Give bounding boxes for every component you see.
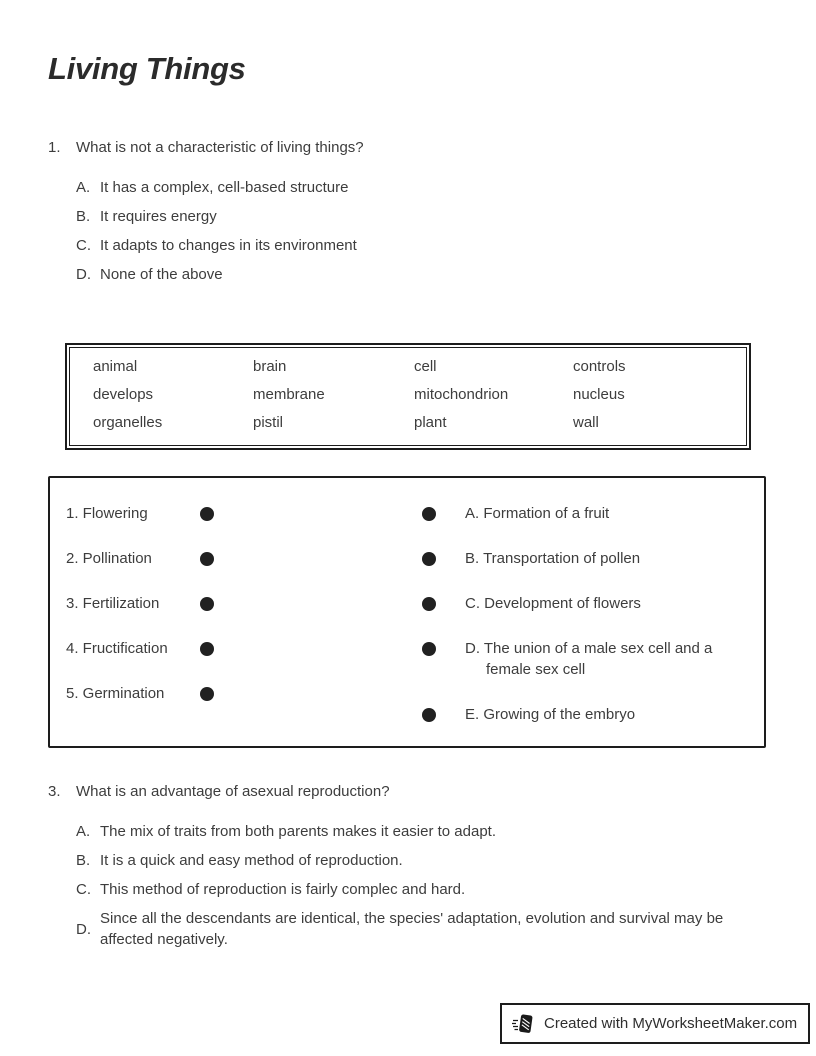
matching-term: 3. Fertilization	[66, 595, 160, 612]
word-bank-word: develops	[93, 386, 154, 403]
question-1-option-d	[76, 264, 768, 285]
matching-left-row-3	[66, 581, 216, 626]
matching-definition: A. Formation of a fruit	[465, 505, 610, 522]
myworksheetmaker-logo-icon	[512, 1012, 536, 1036]
option-text: It requires energy	[100, 208, 217, 225]
matching-definition: E. Growing of the embryo	[465, 706, 636, 723]
match-dot[interactable]	[200, 597, 214, 611]
word-bank-word: wall	[573, 414, 599, 431]
word-bank-word: plant	[414, 414, 447, 431]
option-text: Since all the descendants are identical, the species' adaptation, evolution and survival may be affected negatively.	[100, 910, 724, 948]
question-1-option-b	[76, 206, 768, 227]
option-letter: A.	[76, 823, 91, 840]
question-1-text: What is not a characteristic of living things?	[76, 139, 364, 156]
option-letter: D.	[76, 266, 91, 283]
word-bank-word: controls	[573, 358, 626, 375]
word-bank-word: pistil	[253, 414, 284, 431]
matching-right-row-b	[422, 536, 746, 581]
option-text: It has a complex, cell-based structure	[100, 179, 349, 196]
matching-box	[48, 476, 766, 748]
worksheet-maker-badge[interactable]	[500, 1003, 810, 1044]
matching-right-row-a	[422, 491, 746, 536]
matching-term: 4. Fructification	[66, 640, 168, 657]
word-bank-word: membrane	[253, 386, 325, 403]
word-bank-word: organelles	[93, 414, 163, 431]
matching-left-column	[50, 491, 216, 746]
option-letter: B.	[76, 852, 91, 869]
word-bank-word: animal	[93, 358, 138, 375]
match-dot[interactable]	[200, 507, 214, 521]
option-text: This method of reproduction is fairly complec and hard.	[100, 881, 466, 898]
matching-definition: B. Transportation of pollen	[465, 550, 641, 567]
question-3	[48, 781, 768, 950]
matching-left-row-4	[66, 626, 216, 671]
matching-left-row-1	[66, 491, 216, 536]
matching-definition: C. Development of flowers	[465, 595, 641, 612]
word-bank-box	[65, 343, 751, 450]
option-letter: C.	[76, 881, 91, 898]
word-bank-word: nucleus	[573, 386, 625, 403]
matching-term: 2. Pollination	[66, 550, 152, 567]
match-dot[interactable]	[422, 642, 436, 656]
question-3-option-d	[76, 908, 768, 950]
question-1-number: 1.	[48, 139, 61, 156]
word-bank-word: mitochondrion	[414, 386, 509, 403]
question-1	[48, 137, 768, 285]
word-bank-word: brain	[253, 358, 287, 375]
matching-left-row-2	[66, 536, 216, 581]
option-text: It adapts to changes in its environment	[100, 237, 357, 254]
page-title: Living Things	[48, 51, 246, 86]
word-bank-grid	[69, 347, 747, 446]
matching-term: 1. Flowering	[66, 505, 148, 522]
matching-right-row-d	[422, 626, 746, 692]
question-3-text: What is an advantage of asexual reproduction?	[76, 783, 390, 800]
match-dot[interactable]	[200, 642, 214, 656]
footer-credit-text: Created with MyWorksheetMaker.com	[544, 1015, 798, 1032]
match-dot[interactable]	[422, 507, 436, 521]
match-dot[interactable]	[422, 708, 436, 722]
question-3-options	[48, 821, 768, 950]
question-1-option-a	[76, 177, 768, 198]
matching-definition: D. The union of a male sex cell and a female sex cell	[465, 640, 713, 678]
option-text: None of the above	[100, 266, 223, 283]
matching-right-column	[422, 491, 746, 746]
question-1-option-c	[76, 235, 768, 256]
word-bank-word: cell	[414, 358, 437, 375]
match-dot[interactable]	[422, 552, 436, 566]
option-letter: B.	[76, 208, 91, 225]
matching-left-row-5	[66, 671, 216, 716]
question-3-option-c	[76, 879, 768, 900]
question-1-options	[48, 177, 768, 285]
question-3-number: 3.	[48, 783, 61, 800]
option-letter: C.	[76, 237, 91, 254]
matching-right-row-c	[422, 581, 746, 626]
question-3-option-b	[76, 850, 768, 871]
match-dot[interactable]	[200, 687, 214, 701]
matching-term: 5. Germination	[66, 685, 165, 702]
matching-right-row-e	[422, 692, 746, 737]
match-dot[interactable]	[200, 552, 214, 566]
question-3-option-a	[76, 821, 768, 842]
option-text: It is a quick and easy method of reproduction.	[100, 852, 403, 869]
option-letter: D.	[76, 920, 91, 938]
match-dot[interactable]	[422, 597, 436, 611]
option-text: The mix of traits from both parents makes it easier to adapt.	[100, 823, 497, 840]
option-letter: A.	[76, 179, 91, 196]
